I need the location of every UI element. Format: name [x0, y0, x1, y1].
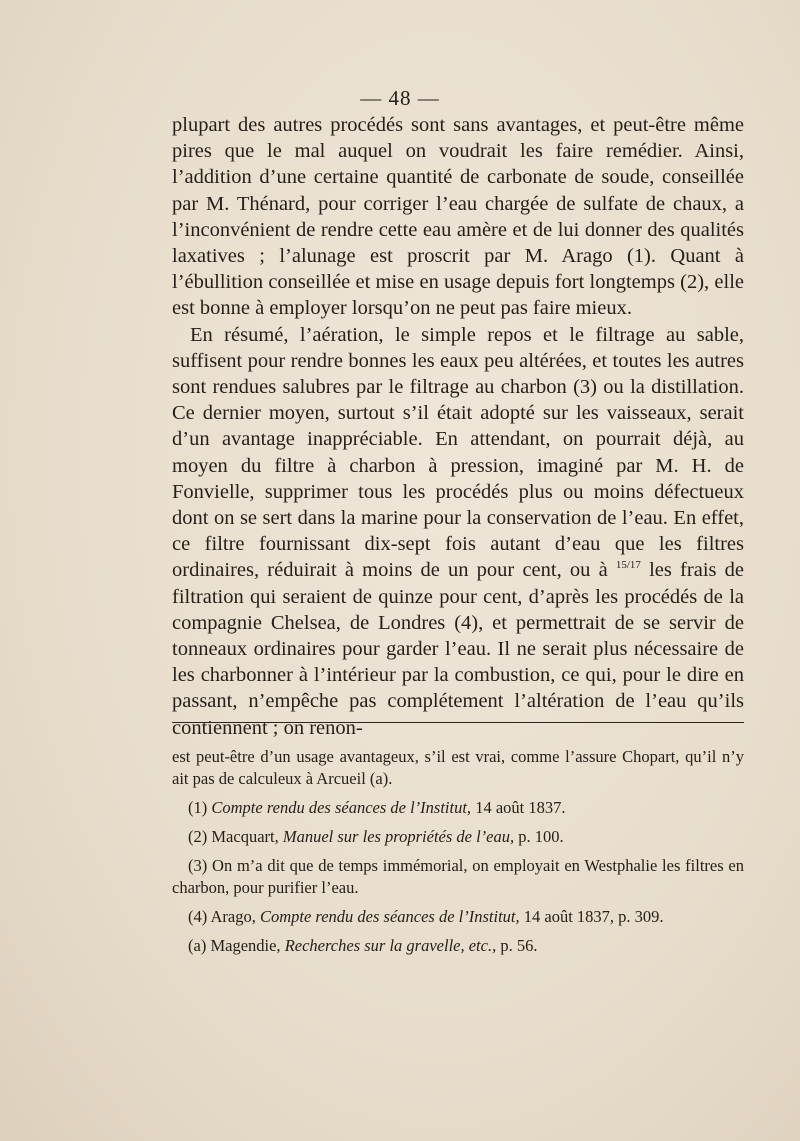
footnote-4-title: Compte rendu des séances de l’Institut,	[259, 907, 520, 926]
footnote-2-mark: (2)	[188, 827, 208, 846]
footnote-4-mark: (4)	[188, 907, 208, 926]
footnote-a	[172, 935, 744, 957]
paragraph-2	[172, 322, 744, 741]
footnote-2-rest: p. 100.	[514, 827, 564, 846]
paragraph-1: plupart des autres procédés sont sans avantages, et peut-être même pires que le mal auquel on voudrait les faire remédier. Ainsi, l’addition d’une certaine quantité de carbonate de soude, conseillée par M. Thénard, pour corriger l’eau chargée de sulfate de chaux, a l’inconvénient de rendre cette eau amère et de lui donner des qualités laxatives ; l’alunage est proscrit par M. Arago (1). Quant à l’ébullition conseillée et mise en usage depuis fort longtemps (2), elle est bonne à employer lorsqu’on ne peut pas faire mieux.	[172, 114, 744, 320]
footnote-1-title: Compte rendu des séances de l’Institut,	[211, 798, 472, 817]
footnote-a-author: Magendie,	[206, 936, 285, 955]
paragraph-2-part-2: les frais de filtration qui seraient de quinze pour cent, d’après les procédés de la compagnie Chelsea, de Londres (4), et permettrait de se servir de tonneaux ordinaires pour garder l’eau. Il ne serait plus nécessaire de les charbonner à l’intérieur par la combustion, ce qui, pour le dire en passant, n’empêche pas complétement l’altération de l’eau qu’ils contiennent ; on renon-	[172, 559, 745, 739]
footnote-a-mark: (a)	[188, 936, 207, 955]
footnote-1	[172, 797, 744, 819]
footnote-2-title: Manuel sur les propriétés de l’eau,	[282, 827, 515, 846]
footnote-2	[172, 826, 744, 848]
footnote-3-text: On m’a dit que de temps immémorial, on employait en Westphalie les filtres en charbon, pour purifier l’eau.	[172, 856, 744, 897]
footnote-1-rest: 14 août 1837.	[471, 798, 566, 817]
footnote-1-mark: (1)	[188, 798, 208, 817]
main-text	[172, 112, 744, 741]
footnote-separator-rule	[172, 722, 744, 723]
fraction: 15/17	[615, 559, 641, 572]
footnote-a-rest: p. 56.	[496, 936, 538, 955]
footnote-4-author: Arago,	[207, 907, 260, 926]
page-number: — 48 —	[360, 86, 440, 110]
footnote-3	[172, 855, 744, 899]
footnotes	[172, 746, 744, 964]
footnote-continuation: est peut-être d’un usage avantageux, s’il est vrai, comme l’assure Chopart, qu’il n’y ait pas de calculeux à Arcueil (a).	[172, 747, 744, 788]
footnote-2-author: Macquart,	[207, 827, 283, 846]
footnote-a-title: Recherches sur la gravelle, etc.,	[284, 936, 497, 955]
paragraph-2-part-1: En résumé, l’aération, le simple repos et le filtrage au sable, suffisent pour rendre bonnes les eaux peu altérées, et toutes les autres sont rendues salubres par le filtrage au charbon (3) ou la distillation. Ce dernier moyen, surtout s’il était adopté sur les vaisseaux, serait d’un avantage inappréciable. En attendant, on pourrait déjà, au moyen du filtre à charbon à pression, imaginé par M. H. de Fonvielle, supprimer tous les procédés plus ou moins défectueux dont on se sert dans la marine pour la conservation de l’eau. En effet, ce filtre fournissant dix-sept fois autant d’eau que les filtres ordinaires, réduirait à moins de un pour cent, ou à	[172, 323, 744, 582]
footnote-3-mark: (3)	[188, 856, 208, 875]
footnote-4	[172, 906, 744, 928]
footnote-4-rest: 14 août 1837, p. 309.	[519, 907, 664, 926]
